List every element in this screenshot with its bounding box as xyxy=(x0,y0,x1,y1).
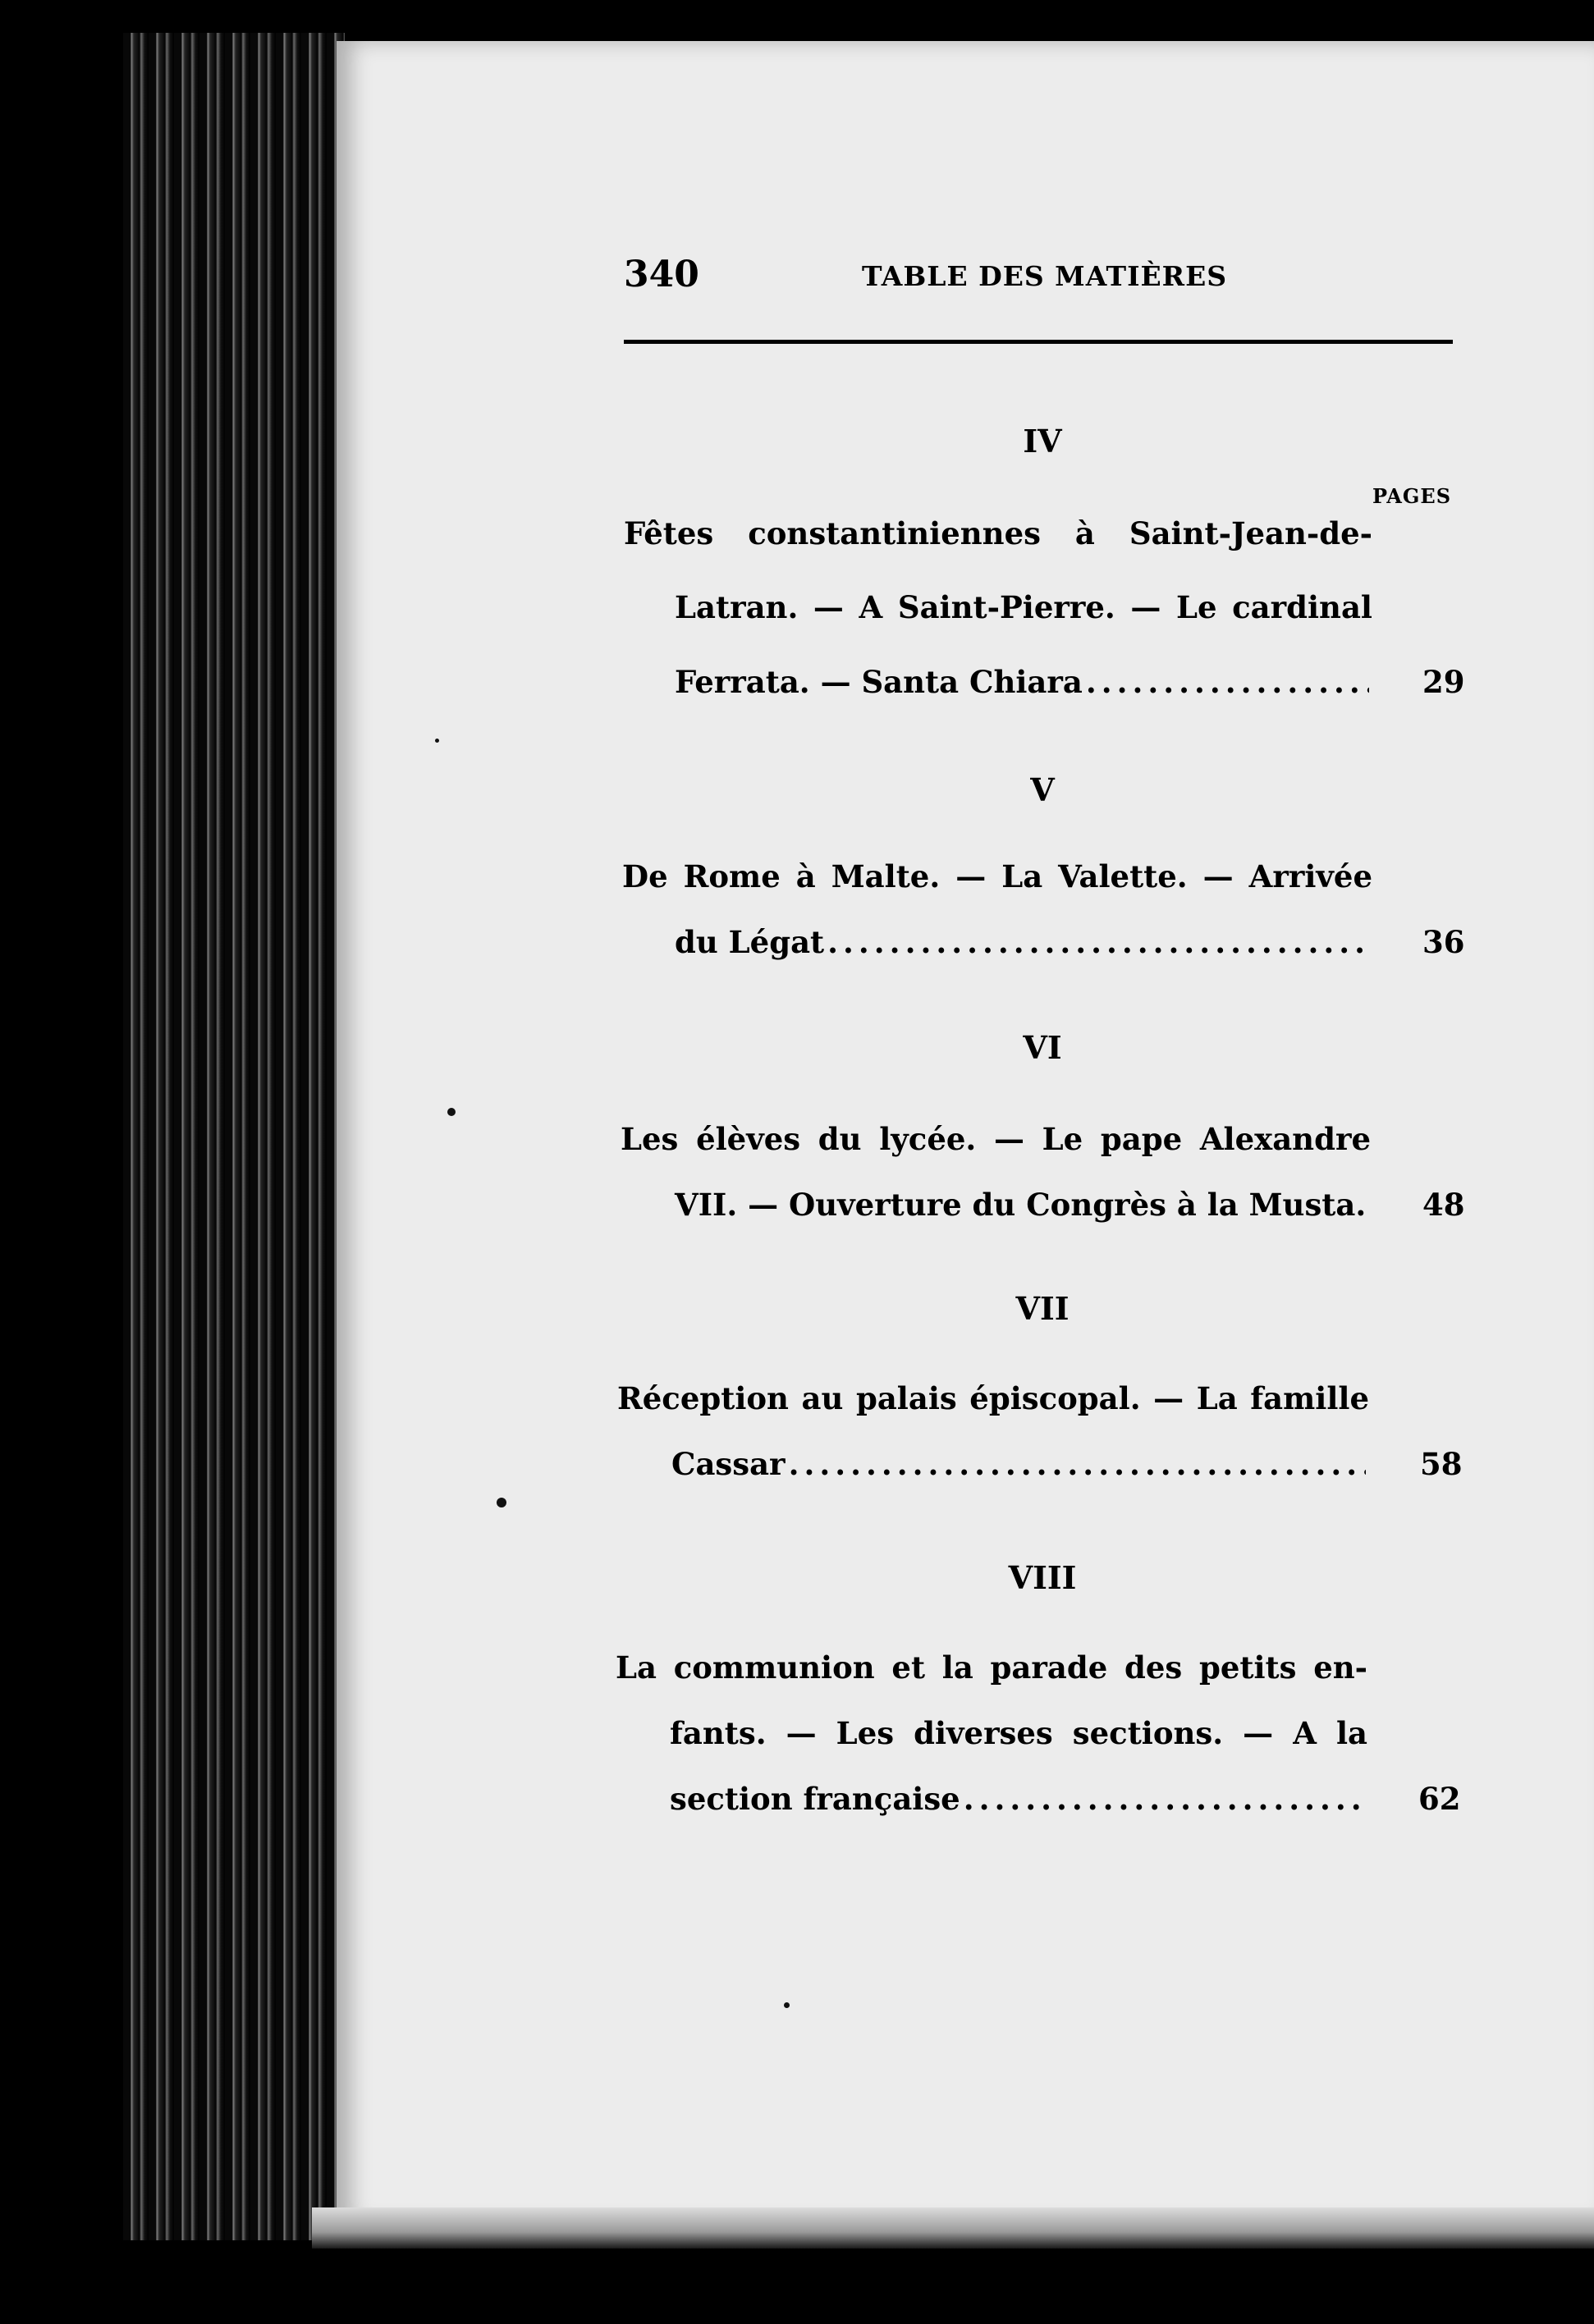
entry-line: Cassar xyxy=(671,1446,786,1482)
entry-leader-line xyxy=(675,661,1372,703)
entry-line: du Légat xyxy=(675,924,825,960)
entry-line: VII. — Ouverture du Congrès à la Musta. xyxy=(675,1187,1367,1223)
chapter-numeral: VII xyxy=(1015,1290,1070,1327)
page-number: 340 xyxy=(624,254,699,295)
page-reference: 48 xyxy=(1422,1187,1465,1223)
entry-line: fants. — Les diverses sections. — A la xyxy=(670,1715,1367,1751)
dot-leader xyxy=(1086,661,1369,703)
entry-leader-line xyxy=(671,1443,1369,1485)
dot-leader xyxy=(827,921,1369,963)
entry-leader-line xyxy=(670,1777,1367,1820)
page-reference: 36 xyxy=(1422,924,1465,960)
entry-line: Les élèves du lycée. — Le pape Alexandre xyxy=(621,1121,1371,1157)
running-head: TABLE DES MATIÈRES xyxy=(862,260,1228,292)
chapter-numeral: V xyxy=(1030,771,1055,808)
chapter-numeral: VI xyxy=(1023,1029,1062,1066)
entry-line: Latran. — A Saint-Pierre. — Le cardinal xyxy=(675,589,1372,625)
header-rule xyxy=(624,340,1453,344)
page-reference: 58 xyxy=(1420,1446,1463,1482)
chapter-numeral: IV xyxy=(1023,423,1062,460)
entry-line: Fêtes constantiniennes à Saint-Jean-de- xyxy=(624,515,1372,551)
page-reference: 29 xyxy=(1422,664,1465,700)
entry-line: De Rome à Malte. — La Valette. — Arrivée xyxy=(622,858,1372,894)
entry-line: Ferrata. — Santa Chiara xyxy=(675,664,1083,700)
dot-leader xyxy=(964,1777,1364,1820)
entry-leader-line xyxy=(675,921,1372,963)
dot-leader xyxy=(789,1443,1366,1485)
page-reference: 62 xyxy=(1418,1781,1461,1817)
entry-line: Réception au palais épiscopal. — La famille xyxy=(617,1380,1369,1416)
chapter-numeral: VIII xyxy=(1008,1559,1077,1596)
entry-line: La communion et la parade des petits en- xyxy=(616,1649,1367,1686)
pages-column-label: PAGES xyxy=(1372,484,1452,508)
entry-line: section française xyxy=(670,1781,960,1817)
